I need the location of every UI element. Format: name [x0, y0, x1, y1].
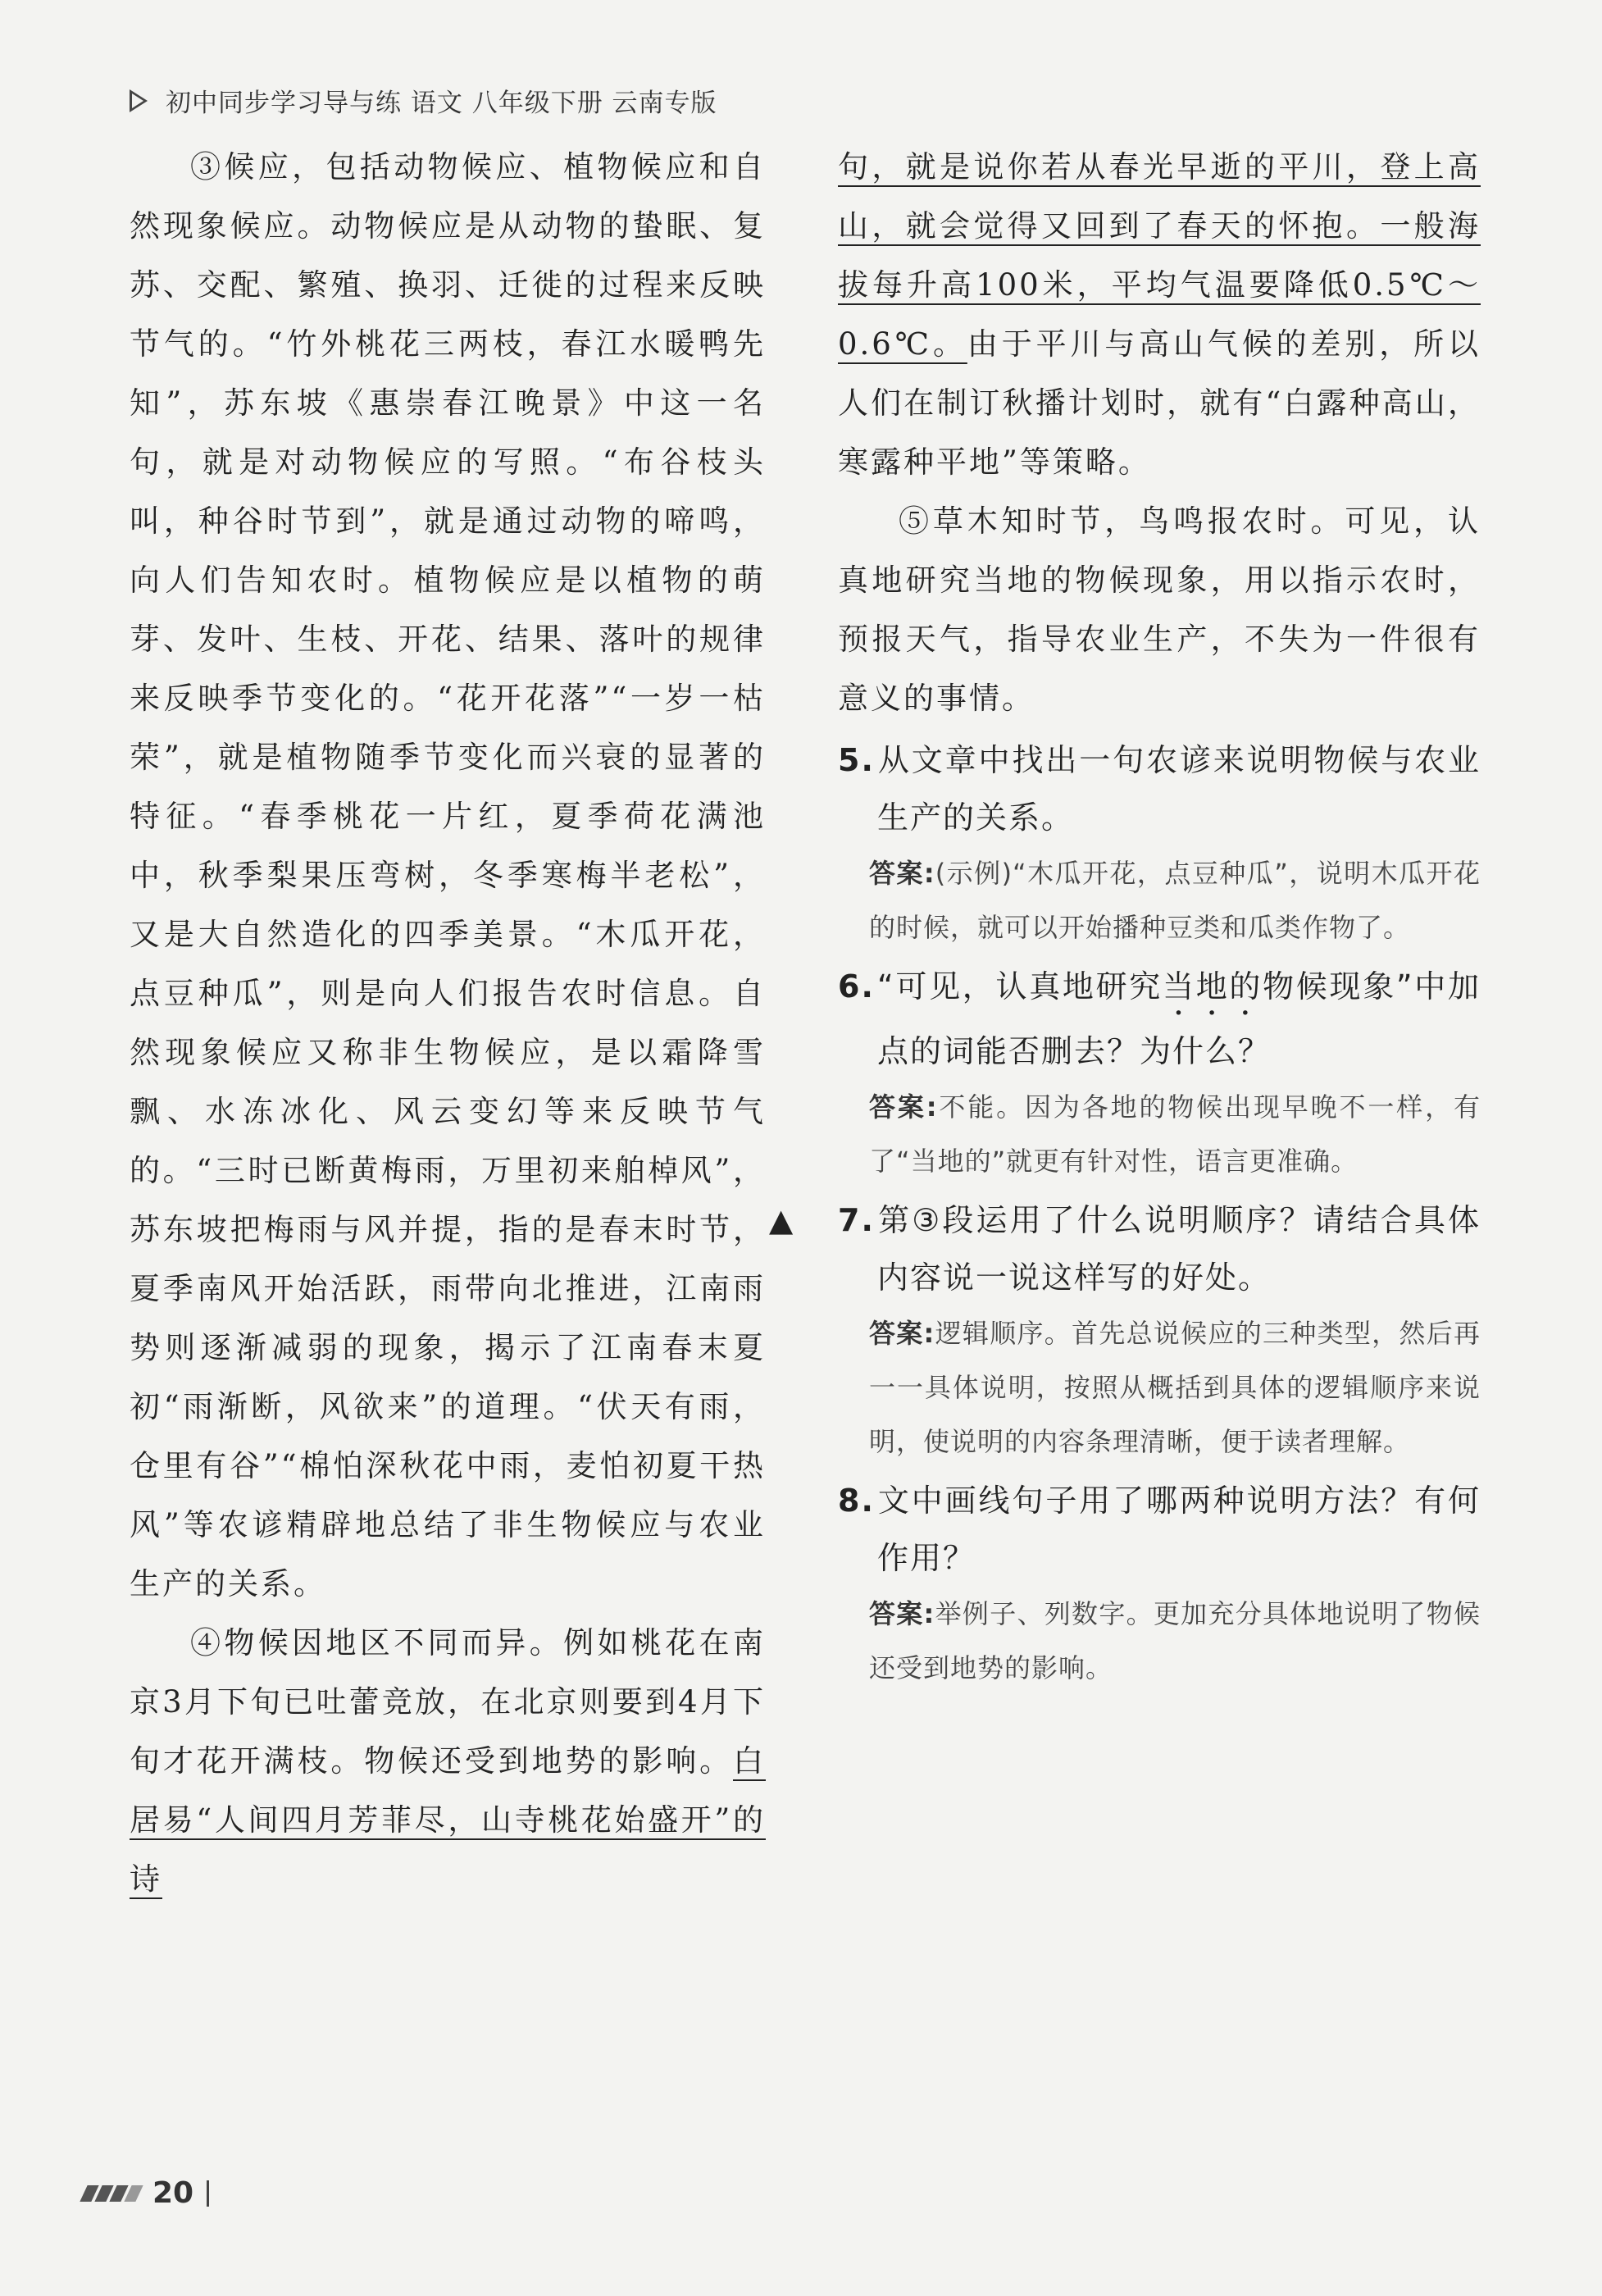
answer-text: (示例)“木瓜开花，点豆种瓜”，说明木瓜开花的时候，就可以开始播种豆类和瓜类作物了。 [869, 858, 1481, 943]
answer-5 [838, 846, 1481, 954]
paragraph-4-tail: 由于平川与高山气候的差别，所以人们在制订秋播计划时，就有“白露种高山，寒露种平地”等策略。 [838, 326, 1481, 480]
answer-label: 答案: [869, 1318, 935, 1349]
stripe-decoration-icon [84, 2182, 141, 2205]
answer-7 [838, 1306, 1481, 1469]
divider [207, 2180, 209, 2207]
play-triangle-icon [130, 89, 148, 112]
answer-label: 答案: [869, 858, 935, 889]
answer-6 [838, 1080, 1481, 1188]
paragraph-4 [130, 1614, 766, 1909]
left-column [130, 138, 766, 1909]
question-text-a: “可见，认真地研究 [877, 968, 1163, 1004]
answer-label: 答案: [869, 1091, 938, 1123]
question-5 [838, 731, 1481, 846]
underlined-sentence-end: 句，就是说你若从春光早逝的平川，登上高山，就会觉得又回到了春天的怀抱。一般海拔每升高100米，平均气温要降低0.5℃～0.6℃。 [838, 149, 1481, 362]
dotted-word: 当地的 [1163, 968, 1263, 1004]
answer-text: 不能。因为各地的物候出现早晚不一样，有了“当地的”就更有针对性，语言更准确。 [869, 1091, 1481, 1177]
question-number: 6. [838, 968, 875, 1004]
question-8 [838, 1472, 1481, 1587]
question-text: 文中画线句子用了哪两种说明方法？有何作用？ [877, 1483, 1481, 1576]
question-number: 5. [838, 742, 875, 778]
answer-text: 逻辑顺序。首先总说候应的三种类型，然后再一一具体说明，按照从概括到具体的逻辑顺序来说明，使说明的内容条理清晰，便于读者理解。 [869, 1318, 1481, 1457]
question-number: 7. [838, 1202, 875, 1238]
question-number: 8. [838, 1483, 875, 1519]
underlined-sentence-start: 白居易“人间四月芳菲尽，山寺桃花始盛开”的诗 [130, 1743, 766, 1897]
page-number: 20 [152, 2176, 194, 2210]
paragraph-5: ⑤草木知时节，鸟鸣报农时。可见，认真地研究当地的物候现象，用以指示农时，预报天气，指导农业生产，不失为一件很有意义的事情。 [838, 503, 1481, 716]
header-title: 初中同步学习导与练 语文 八年级下册 云南专版 [166, 89, 717, 118]
answer-label: 答案: [869, 1598, 935, 1629]
question-text: 从文章中找出一句农谚来说明物候与农业生产的关系。 [877, 742, 1481, 836]
paragraph-3: ③候应，包括动物候应、植物候应和自然现象候应。动物候应是从动物的蛰眠、复苏、交配、繁殖、换羽、迁徙的过程来反映节气的。“竹外桃花三两枝，春江水暖鸭先知”，苏东坡《惠崇春江晚景》中这一名句，就是对动物候应的写照。“布谷枝头叫，种谷时节到”，就是通过动物的啼鸣，向人们告知农时。植物候应是以植物的萌芽、发叶、生枝、开花、结果、落叶的规律来反映季节变化的。“花开花落”“一岁一枯荣”，就是植物随季节变化而兴衰的显著的特征。“春季桃花一片红，夏季荷花满池中，秋季梨果压弯树，冬季寒梅半老松”，又是大自然造化的四季美景。“木瓜开花，点豆种瓜”，则是向人们报告农时信息。自然现象候应又称非生物候应，是以霜降雪飘、水冻冰化、风云变幻等来反映节气的。“三时已断黄梅雨，万里初来舶棹风”，苏东坡把梅雨与风并提，指的是春末时节，夏季南风开始活跃，雨带向北推进，江南雨势则逐渐减弱的现象，揭示了江南春末夏初“雨渐断，风欲来”的道理。“伏天有雨，仓里有谷”“棉怕深秋花中雨，麦怕初夏干热风”等农谚精辟地总结了非生物候应与农业生产的关系。 [130, 149, 766, 1601]
question-text-b: 物候现象”中加点的词能否删去？为什么？ [877, 968, 1481, 1069]
question-text: 第③段运用了什么说明顺序？请结合具体内容说一说这样写的好处。 [877, 1202, 1481, 1296]
question-7: ▲ 7.第③段运用了什么说明顺序？请结合具体内容说一说这样写的好处。 [838, 1191, 1481, 1306]
paragraph-4-continued [838, 138, 1481, 492]
page-footer [84, 2176, 209, 2210]
right-column [769, 138, 1481, 1695]
page-header [130, 82, 717, 119]
answer-text: 举例子、列数字。更加充分具体地说明了物候还受到地势的影响。 [869, 1598, 1481, 1683]
paragraph-4-text: ④物候因地区不同而异。例如桃花在南京3月下旬已吐蕾竞放，在北京则要到4月下旬才花开满枝。物候还受到地势的影响。 [130, 1625, 766, 1779]
question-6 [838, 958, 1481, 1080]
answer-8 [838, 1587, 1481, 1695]
